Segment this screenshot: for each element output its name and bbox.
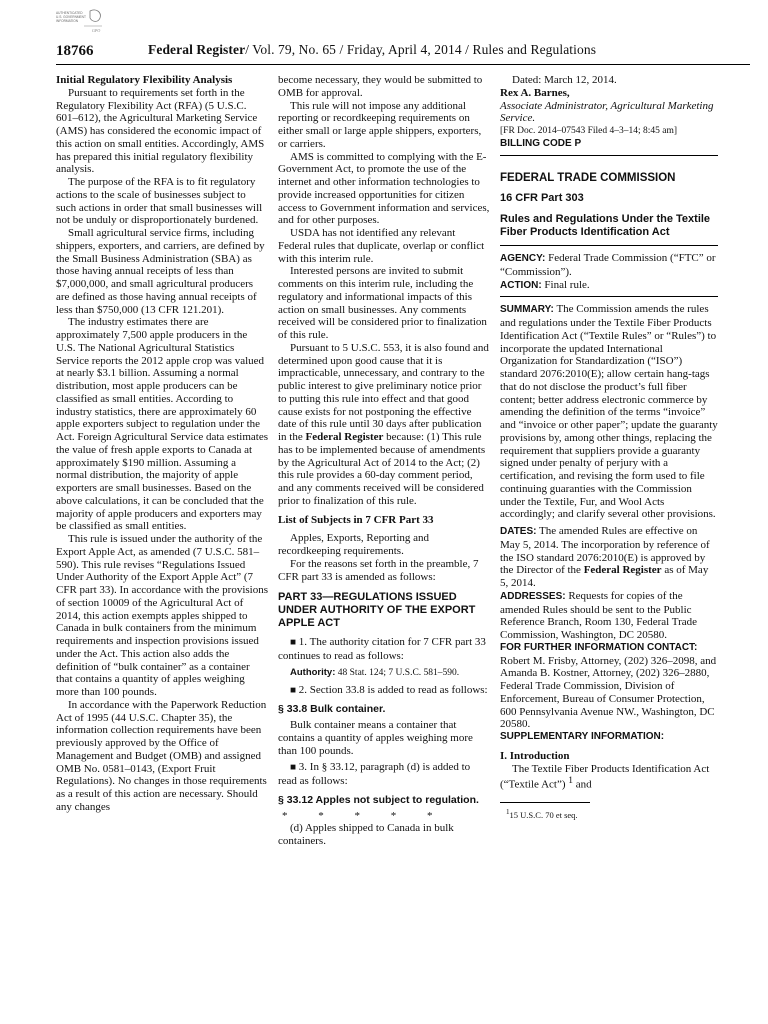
- text-span: Pursuant to 5 U.S.C. 553, it is also found and determined upon good cause that it is impracticable, unnecessary, and contrary to the public interest to give preliminary notice prior to putting this rule into effect and that good cause exists for not postponing the effective date of this rule until 30 days after publication in the: [278, 341, 489, 443]
- paragraph: become necessary, they would be submitted to OMB for approval.: [278, 74, 483, 99]
- signer-name: Rex A. Barnes,: [500, 86, 570, 99]
- rule-title: Rules and Regulations Under the Textile Fiber Products Identification Act: [500, 213, 711, 238]
- gpo-authentication-logo: [56, 8, 104, 36]
- summary: [500, 303, 718, 521]
- section-33-12-heading: § 33.12 Apples not subject to regulation.: [278, 793, 479, 806]
- svg-text:GPO: GPO: [92, 28, 101, 33]
- amendment-text: 1. The authority citation for 7 CFR part 33 continues to read as follows:: [278, 636, 486, 662]
- paragraph: Small agricultural service firms, including shippers, exporters, and carriers, are defined by the Small Business Administration (SBA) as those having annual receipts of less than $7,000,000, and small agricultural producers are defined as those having annual receipts of less than $750,000 (13 CFR 121.201).: [56, 227, 265, 316]
- paragraph: This rule is issued under the authority of the Export Apple Act, as amended (7 U.S.C. 581–590). This rule revises “Regulations Issued Under Authority of the Export Apple Act” (7 CFR part 33). In accordance with the provisions of section 10009 of the Agricultural Act of 2014, this action exempts apples shipped to Canada in bulk containers from the minimum requirements and inspection provisions issued under the Act. This action also adds the definition of “bulk container” as a container that contains a quantity of apples weighing more than 100 pounds.: [56, 533, 269, 698]
- header-rule: [56, 64, 750, 65]
- authority-label: Authority:: [290, 666, 336, 678]
- column-1: [56, 74, 268, 814]
- fr-doc-line: [FR Doc. 2014–07543 Filed 4–3–14; 8:45 am]: [500, 126, 678, 136]
- column-3: [500, 74, 718, 821]
- authority-citation: [278, 667, 490, 680]
- bullet-square-icon: ■: [290, 762, 297, 774]
- subjects-heading: List of Subjects in 7 CFR Part 33: [278, 513, 434, 526]
- addresses: [500, 590, 718, 642]
- bullet-square-icon: ■: [290, 684, 297, 696]
- paragraph: This rule will not impose any additional reporting or recordkeeping requirements on either small or large apple shippers, exporters, or carriers.: [278, 99, 482, 150]
- addresses-label: ADDRESSES:: [500, 590, 566, 602]
- further-info-text: Robert M. Frisby, Attorney, (202) 326–2098, and Amanda B. Kostner, Attorney, (202) 326–2880, Federal Trade Commission, Division of Enforcement, Bureau of Consumer Protection, 600 Pennsylvania Avenue NW., Washington, DC 20580.: [500, 654, 717, 731]
- running-header: [148, 42, 596, 58]
- rfa-heading: Initial Regulatory Flexibility Analysis: [56, 74, 233, 86]
- amendment-text: 2. Section 33.8 is added to read as follows:: [298, 683, 488, 696]
- text-span: because: (1) This rule has to be implemented because of amendments by the Agricultural Act of 2014 to the Act; (2) this rule provides a 60-day comment period, and any comments received will be considered prior to finalization of this rule.: [278, 431, 486, 507]
- footnote-ref: 1: [568, 776, 574, 787]
- column-2: [278, 74, 490, 848]
- publication-name: Federal Register: [148, 42, 246, 57]
- summary-text: The Commission amends the rules and regulations under the Textile Fiber Products Identification Act (“Textile Rules” or “Rules”) to incorporate the updated International Organization for Standardization (“ISO”) standard 2076:2010(E); allow certain hang-tags that do not disclose the product’s full fiber content; better address electronic commerce by amending the definition of the terms “invoice” and “invoice or other paper”; update the guaranty provisions by, among other things, replacing the requirement that suppliers provide a guaranty signed under penalty of perjury with a certification, and revising the form used to file continuing guaranties with the Commission under the Textile, Fur, and Wool Acts accordingly; and clarify several other provisions.: [500, 303, 718, 521]
- agency-label: AGENCY:: [500, 253, 546, 264]
- divider: [500, 296, 718, 297]
- footnote-text: 15 U.S.C. 70 et seq.: [509, 809, 578, 820]
- summary-label: SUMMARY:: [500, 304, 554, 316]
- introduction-text: [500, 763, 718, 792]
- svg-text:INFORMATION: INFORMATION: [56, 19, 79, 23]
- agency-text: Federal Trade Commission (“FTC” or “Commission”).: [500, 252, 716, 278]
- dates-text: The amended Rules are effective on May 5, 2014. The incorporation by reference of the ISO standard 2076:2010(E) is approved by the Director of the: [500, 525, 710, 577]
- paragraph: The purpose of the RFA is to fit regulatory actions to the scale of businesses subject to such actions in order that small businesses will not be unduly or disproportionately burdened.: [56, 176, 263, 227]
- svg-text:U.S. GOVERNMENT: U.S. GOVERNMENT: [56, 15, 86, 19]
- amendment-text: 3. In § 33.12, paragraph (d) is added to read as follows:: [278, 761, 471, 787]
- omission-stars: * * * * *: [282, 809, 447, 822]
- supplementary-label: SUPPLEMENTARY INFORMATION:: [500, 731, 665, 742]
- part-title: PART 33—REGULATIONS ISSUED UNDER AUTHORITY OF THE EXPORT APPLE ACT: [278, 591, 476, 630]
- text-span: and: [575, 778, 592, 791]
- section-33-8-heading: § 33.8 Bulk container.: [278, 703, 386, 716]
- section-33-8-text: Bulk container means a container that contains a quantity of apples weighing more than 100 pounds.: [278, 719, 473, 757]
- dates-label: DATES:: [500, 526, 537, 537]
- agency-name: FEDERAL TRADE COMMISSION: [500, 171, 676, 184]
- divider: [500, 245, 718, 246]
- paragraph: AMS is committed to complying with the E-Government Act, to promote the use of the internet and other information technologies to provide increased opportunities for citizen access to Government information and services, and for other purposes.: [278, 150, 490, 227]
- footnote-number: 1: [506, 807, 510, 816]
- dates-text: as of May 5, 2014.: [500, 564, 709, 589]
- paragraph: Pursuant to requirements set forth in the Regulatory Flexibility Act (RFA) (5 U.S.C. 601–612), the Agricultural Marketing Service (AMS) has considered the economic impact of this action on small entities. Accordingly, AMS has prepared this initial regulatory flexibility analysis.: [56, 86, 265, 176]
- introduction-heading: I. Introduction: [500, 749, 570, 762]
- amendment-3: [278, 761, 490, 788]
- footnote: [506, 806, 718, 822]
- agency-line: [500, 252, 718, 279]
- signer-title: Associate Administrator, Agricultural Marketing Service.: [500, 99, 714, 125]
- bullet-square-icon: ■: [290, 637, 297, 649]
- action-label: ACTION:: [500, 279, 542, 291]
- page-number: 18766: [56, 43, 94, 59]
- dated-line: Dated: March 12, 2014.: [512, 74, 617, 86]
- amendment-2: [278, 684, 490, 698]
- further-info-label: FOR FURTHER INFORMATION CONTACT:: [500, 641, 698, 653]
- authority-text: 48 Stat. 124; 7 U.S.C. 581–590.: [337, 667, 460, 678]
- paragraph: USDA has not identified any relevant Federal rules that duplicate, overlap or conflict with this interim rule.: [278, 227, 485, 265]
- amendment-1: [278, 636, 490, 663]
- text-span: The Textile Fiber Products Identification Act (“Textile Act”): [500, 762, 710, 791]
- billing-code: BILLING CODE P: [500, 137, 582, 149]
- paragraph: [278, 342, 490, 508]
- svg-text:AUTHENTICATED: AUTHENTICATED: [56, 11, 83, 15]
- paragraph: The industry estimates there are approximately 7,500 apple producers in the U.S. The National Agricultural Statistics Service reports the 2012 apple crop was valued at nearly $3.1 billion. Assuming a normal distribution, most apple producers can be classified as small entities. According to industry statistics, there are approximately 60 apple exporters subject to regulation under the Act. Foreign Agricultural Service data estimates the value of fresh apple exports to Canada at approximately $190 million. Assuming a normal distribution, the majority of apple exporters are small businesses. Based on the above calculations, it can be concluded that the majority of apple producers and exporters may be classified as small entities.: [56, 316, 268, 533]
- section-33-12-text: (d) Apples shipped to Canada in bulk containers.: [278, 822, 454, 847]
- issue-info: / Vol. 79, No. 65 / Friday, April 4, 2014 / Rules and Regulations: [245, 42, 597, 57]
- divider: [500, 155, 718, 156]
- addresses-text: Requests for copies of the amended Rules should be sent to the Public Reference Branch, Room 130, Federal Trade Commission, Washington, DC 20580.: [500, 589, 698, 641]
- dates: [500, 525, 718, 590]
- cfr-part: 16 CFR Part 303: [500, 192, 584, 205]
- action-text: Final rule.: [544, 278, 590, 291]
- preamble: For the reasons set forth in the preamble, 7 CFR part 33 is amended as follows:: [278, 557, 479, 583]
- paragraph: In accordance with the Paperwork Reduction Act of 1995 (44 U.S.C. Chapter 35), the information collection requirements have been previously approved by the Office of Management and Budget (OMB) and assigned OMB No. 0581–0143, (Export Fruit Regulations). No changes in those requirements as a result of this action are necessary. Should any changes: [56, 698, 267, 813]
- action-line: [500, 279, 718, 293]
- federal-register-ref: Federal Register: [305, 431, 384, 443]
- paragraph: Interested persons are invited to submit comments on this interim rule, including the regulatory and informational impacts of this action on small businesses. Any comments received will be considered prior to finalization of this rule.: [278, 265, 487, 341]
- subjects-list: Apples, Exports, Reporting and recordkeeping requirements.: [278, 532, 430, 557]
- footnote-rule: [500, 802, 590, 803]
- federal-register-ref: Federal Register: [583, 564, 662, 577]
